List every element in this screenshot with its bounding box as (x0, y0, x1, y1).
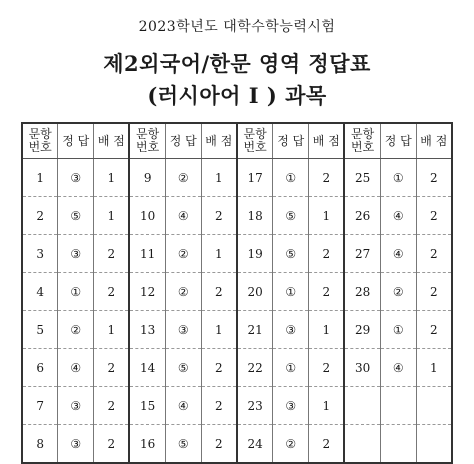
answer-cell: ⑤ (165, 349, 201, 387)
question-number: 9 (129, 159, 165, 197)
answer-cell: ③ (58, 387, 94, 425)
question-number: 24 (237, 425, 273, 464)
header-answer: 정 답 (273, 123, 309, 159)
points-cell: 2 (201, 349, 237, 387)
question-number: 22 (237, 349, 273, 387)
header-question-number: 문항 번호 (237, 123, 273, 159)
question-number: 1 (22, 159, 58, 197)
header-question-number: 문항 번호 (22, 123, 58, 159)
answer-cell: ② (380, 273, 416, 311)
question-number: 26 (344, 197, 380, 235)
points-cell: 2 (309, 425, 345, 464)
answer-cell: ③ (58, 425, 94, 464)
answer-cell: ④ (165, 387, 201, 425)
points-cell: 2 (309, 273, 345, 311)
answer-cell: ③ (273, 387, 309, 425)
header-points: 배 점 (94, 123, 130, 159)
answer-cell: ② (165, 235, 201, 273)
points-cell: 1 (201, 235, 237, 273)
question-number: 30 (344, 349, 380, 387)
answer-cell: ④ (380, 197, 416, 235)
question-number: 11 (129, 235, 165, 273)
points-cell: 2 (309, 235, 345, 273)
header-answer: 정 답 (58, 123, 94, 159)
table-row (22, 159, 452, 197)
question-number: 12 (129, 273, 165, 311)
points-cell: 2 (201, 387, 237, 425)
answer-cell: ④ (380, 235, 416, 273)
answer-cell: ② (58, 311, 94, 349)
answer-cell: ④ (380, 349, 416, 387)
points-cell: 2 (94, 235, 130, 273)
answer-key-table (21, 122, 453, 464)
question-number: 15 (129, 387, 165, 425)
answer-cell: ④ (165, 197, 201, 235)
points-cell: 1 (201, 311, 237, 349)
answer-cell: ② (165, 273, 201, 311)
question-number: 25 (344, 159, 380, 197)
answer-cell: ① (380, 311, 416, 349)
table-row (22, 387, 452, 425)
question-number: 18 (237, 197, 273, 235)
exam-subtitle: 2023학년도 대학수학능력시험 (138, 19, 336, 35)
answer-cell: ① (380, 159, 416, 197)
points-cell: 2 (416, 197, 452, 235)
answer-cell: ③ (58, 235, 94, 273)
table-row (22, 197, 452, 235)
table-header-row (22, 123, 452, 159)
answer-cell (380, 425, 416, 464)
table-row (22, 425, 452, 464)
points-cell: 2 (416, 273, 452, 311)
question-number: 19 (237, 235, 273, 273)
points-cell: 2 (94, 425, 130, 464)
points-cell: 2 (201, 197, 237, 235)
answer-cell: ① (273, 159, 309, 197)
answer-cell: ⑤ (165, 425, 201, 464)
question-number: 10 (129, 197, 165, 235)
answer-cell: ⑤ (273, 235, 309, 273)
question-number: 2 (22, 197, 58, 235)
question-number: 7 (22, 387, 58, 425)
points-cell (416, 387, 452, 425)
header-points: 배 점 (416, 123, 452, 159)
points-cell: 1 (416, 349, 452, 387)
header-points: 배 점 (201, 123, 237, 159)
table-row (22, 311, 452, 349)
points-cell: 2 (94, 387, 130, 425)
answer-cell (380, 387, 416, 425)
answer-cell: ① (58, 273, 94, 311)
table-body (22, 159, 452, 464)
points-cell: 1 (201, 159, 237, 197)
answer-cell: ② (165, 159, 201, 197)
answer-cell: ⑤ (58, 197, 94, 235)
points-cell: 1 (94, 311, 130, 349)
points-cell: 2 (94, 349, 130, 387)
header-answer: 정 답 (380, 123, 416, 159)
question-number: 16 (129, 425, 165, 464)
question-number: 6 (22, 349, 58, 387)
question-number: 23 (237, 387, 273, 425)
question-number: 3 (22, 235, 58, 273)
question-number: 29 (344, 311, 380, 349)
page-title: 제2외국어/한문 영역 정답표 (103, 51, 371, 76)
points-cell: 2 (201, 273, 237, 311)
points-cell: 1 (309, 197, 345, 235)
question-number (344, 425, 380, 464)
subject-title: (러시아어 I ) 과목 (147, 83, 327, 108)
answer-cell: ③ (165, 311, 201, 349)
table-row (22, 349, 452, 387)
points-cell (416, 425, 452, 464)
answer-cell: ② (273, 425, 309, 464)
question-number: 4 (22, 273, 58, 311)
answer-cell: ④ (58, 349, 94, 387)
points-cell: 2 (416, 311, 452, 349)
answer-cell: ① (273, 273, 309, 311)
table-row (22, 235, 452, 273)
question-number: 21 (237, 311, 273, 349)
header-question-number: 문항 번호 (344, 123, 380, 159)
question-number: 5 (22, 311, 58, 349)
points-cell: 1 (309, 387, 345, 425)
header-points: 배 점 (309, 123, 345, 159)
question-number: 8 (22, 425, 58, 464)
points-cell: 2 (94, 273, 130, 311)
header-answer: 정 답 (165, 123, 201, 159)
table-row (22, 273, 452, 311)
question-number: 14 (129, 349, 165, 387)
answer-cell: ① (273, 349, 309, 387)
question-number: 17 (237, 159, 273, 197)
points-cell: 2 (309, 159, 345, 197)
points-cell: 2 (201, 425, 237, 464)
points-cell: 2 (416, 235, 452, 273)
points-cell: 1 (309, 311, 345, 349)
answer-cell: ⑤ (273, 197, 309, 235)
question-number: 13 (129, 311, 165, 349)
answer-cell: ③ (58, 159, 94, 197)
question-number: 28 (344, 273, 380, 311)
header-question-number: 문항 번호 (129, 123, 165, 159)
question-number (344, 387, 380, 425)
points-cell: 2 (416, 159, 452, 197)
points-cell: 1 (94, 197, 130, 235)
points-cell: 2 (309, 349, 345, 387)
points-cell: 1 (94, 159, 130, 197)
answer-cell: ③ (273, 311, 309, 349)
question-number: 20 (237, 273, 273, 311)
question-number: 27 (344, 235, 380, 273)
